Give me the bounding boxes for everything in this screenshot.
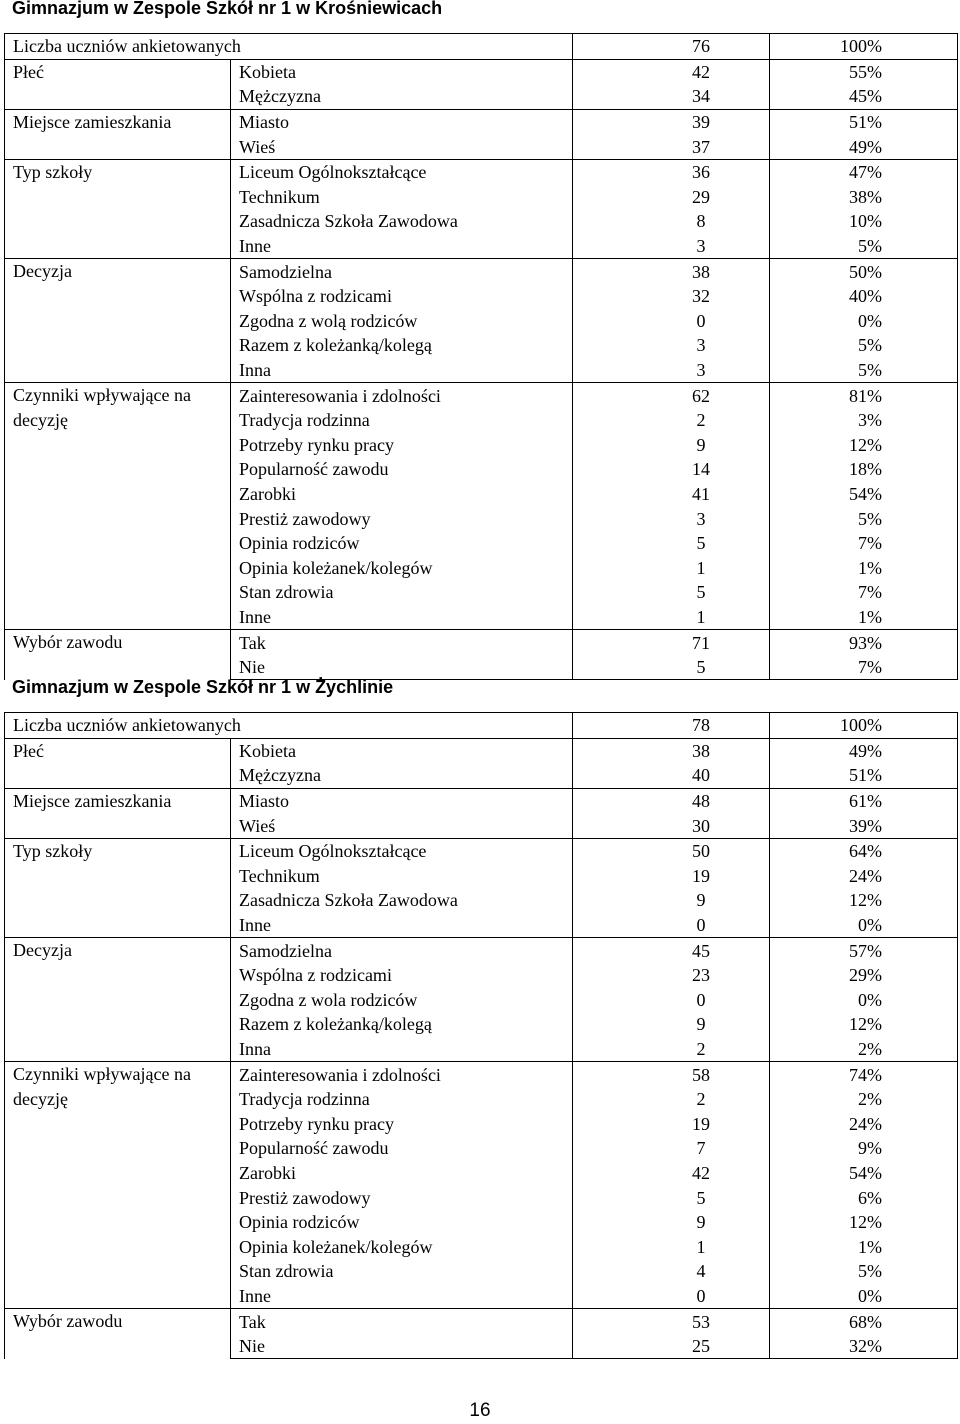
- answer-label: Kobieta: [231, 59, 573, 84]
- page-number: 16: [469, 1400, 491, 1421]
- answer-label: Zarobki: [231, 482, 573, 507]
- answer-count: 41: [573, 482, 770, 507]
- survey-table: [4, 712, 958, 1359]
- answer-label: Wieś: [231, 134, 573, 159]
- answer-percent: 7%: [770, 531, 958, 556]
- answer-count: 39: [573, 109, 770, 134]
- answer-percent: 74%: [770, 1062, 958, 1087]
- answer-percent: 1%: [770, 555, 958, 580]
- table-row: [5, 738, 958, 763]
- answer-percent: 6%: [770, 1185, 958, 1210]
- answer-percent: 51%: [770, 109, 958, 134]
- answer-percent: 45%: [770, 84, 958, 109]
- total-label: Liczba uczniów ankietowanych: [5, 34, 573, 60]
- answer-percent: 32%: [770, 1334, 958, 1359]
- answer-label: Zainteresowania i zdolności: [231, 383, 573, 408]
- answer-percent: 38%: [770, 185, 958, 210]
- answer-label: Popularność zawodu: [231, 457, 573, 482]
- answer-percent: 50%: [770, 259, 958, 284]
- answer-percent: 10%: [770, 209, 958, 234]
- answer-count: 45: [573, 938, 770, 963]
- category-label: Wybór zawodu: [5, 630, 231, 680]
- answer-label: Razem z koleżanką/kolegą: [231, 333, 573, 358]
- answer-label: Stan zdrowia: [231, 1259, 573, 1284]
- answer-count: 1: [573, 555, 770, 580]
- answer-percent: 7%: [770, 580, 958, 605]
- answer-count: 19: [573, 864, 770, 889]
- table-row: [5, 838, 958, 863]
- answer-count: 8: [573, 209, 770, 234]
- answer-label: Prestiż zawodowy: [231, 1185, 573, 1210]
- answer-percent: 81%: [770, 383, 958, 408]
- answer-label: Zgodna z wolą rodziców: [231, 309, 573, 334]
- answer-count: 3: [573, 358, 770, 383]
- table-row: [5, 159, 958, 184]
- answer-percent: 5%: [770, 1259, 958, 1284]
- answer-count: 37: [573, 134, 770, 159]
- answer-count: 42: [573, 1161, 770, 1186]
- answer-count: 38: [573, 259, 770, 284]
- answer-count: 30: [573, 813, 770, 838]
- answer-percent: 2%: [770, 1037, 958, 1062]
- answer-percent: 49%: [770, 134, 958, 159]
- answer-count: 38: [573, 738, 770, 763]
- answer-percent: 12%: [770, 433, 958, 458]
- answer-percent: 0%: [770, 913, 958, 938]
- total-count: 76: [573, 34, 770, 60]
- answer-percent: 1%: [770, 605, 958, 630]
- answer-count: 58: [573, 1062, 770, 1087]
- answer-count: 4: [573, 1259, 770, 1284]
- answer-label: Nie: [231, 655, 573, 680]
- answer-count: 50: [573, 838, 770, 863]
- answer-percent: 24%: [770, 1112, 958, 1137]
- answer-count: 32: [573, 284, 770, 309]
- answer-count: 29: [573, 185, 770, 210]
- answer-label: Zasadnicza Szkoła Zawodowa: [231, 209, 573, 234]
- answer-label: Tak: [231, 630, 573, 655]
- answer-percent: 39%: [770, 813, 958, 838]
- answer-count: 0: [573, 309, 770, 334]
- category-label: Decyzja: [5, 938, 231, 1062]
- answer-label: Inne: [231, 605, 573, 630]
- answer-count: 9: [573, 433, 770, 458]
- answer-label: Inne: [231, 234, 573, 259]
- answer-percent: 40%: [770, 284, 958, 309]
- category-label: Miejsce zamieszkania: [5, 788, 231, 838]
- answer-label: Stan zdrowia: [231, 580, 573, 605]
- answer-percent: 7%: [770, 655, 958, 680]
- answer-label: Inna: [231, 358, 573, 383]
- answer-percent: 61%: [770, 788, 958, 813]
- table-row: [5, 259, 958, 284]
- answer-label: Tradycja rodzinna: [231, 408, 573, 433]
- answer-percent: 57%: [770, 938, 958, 963]
- answer-label: Potrzeby rynku pracy: [231, 433, 573, 458]
- answer-label: Mężczyzna: [231, 84, 573, 109]
- answer-label: Technikum: [231, 185, 573, 210]
- answer-percent: 5%: [770, 358, 958, 383]
- answer-label: Inne: [231, 1284, 573, 1309]
- table-row: [5, 938, 958, 963]
- answer-count: 25: [573, 1334, 770, 1359]
- answer-label: Prestiż zawodowy: [231, 506, 573, 531]
- answer-label: Miasto: [231, 788, 573, 813]
- answer-count: 1: [573, 1234, 770, 1259]
- answer-percent: 29%: [770, 963, 958, 988]
- answer-percent: 5%: [770, 333, 958, 358]
- answer-count: 0: [573, 988, 770, 1013]
- school-title: Gimnazjum w Zespole Szkół nr 1 w Żychlinie: [12, 677, 394, 697]
- answer-label: Samodzielna: [231, 259, 573, 284]
- answer-count: 9: [573, 1210, 770, 1235]
- answer-percent: 47%: [770, 159, 958, 184]
- answer-count: 2: [573, 408, 770, 433]
- total-percent: 100%: [770, 34, 958, 60]
- answer-label: Liceum Ogólnokształcące: [231, 838, 573, 863]
- category-label: Czynniki wpływające na decyzję: [5, 1062, 231, 1309]
- category-label: Czynniki wpływające na decyzję: [5, 383, 231, 630]
- answer-percent: 68%: [770, 1309, 958, 1334]
- answer-count: 5: [573, 580, 770, 605]
- answer-label: Wieś: [231, 813, 573, 838]
- answer-count: 62: [573, 383, 770, 408]
- answer-count: 40: [573, 763, 770, 788]
- answer-percent: 54%: [770, 482, 958, 507]
- answer-count: 9: [573, 1012, 770, 1037]
- answer-percent: 1%: [770, 1234, 958, 1259]
- total-percent: 100%: [770, 713, 958, 739]
- answer-percent: 5%: [770, 234, 958, 259]
- answer-label: Opinia rodziców: [231, 531, 573, 556]
- answer-percent: 54%: [770, 1161, 958, 1186]
- answer-percent: 64%: [770, 838, 958, 863]
- survey-table: [4, 33, 958, 680]
- answer-count: 5: [573, 531, 770, 556]
- table-row: [5, 630, 958, 655]
- table-row: [5, 788, 958, 813]
- answer-label: Liceum Ogólnokształcące: [231, 159, 573, 184]
- answer-count: 3: [573, 234, 770, 259]
- answer-label: Zainteresowania i zdolności: [231, 1062, 573, 1087]
- answer-percent: 0%: [770, 309, 958, 334]
- answer-count: 23: [573, 963, 770, 988]
- answer-percent: 2%: [770, 1087, 958, 1112]
- answer-label: Opinia rodziców: [231, 1210, 573, 1235]
- table-row: [5, 59, 958, 84]
- answer-percent: 12%: [770, 888, 958, 913]
- answer-count: 53: [573, 1309, 770, 1334]
- answer-percent: 0%: [770, 988, 958, 1013]
- answer-count: 36: [573, 159, 770, 184]
- answer-percent: 12%: [770, 1210, 958, 1235]
- category-label: Typ szkoły: [5, 159, 231, 258]
- answer-label: Zasadnicza Szkoła Zawodowa: [231, 888, 573, 913]
- answer-label: Technikum: [231, 864, 573, 889]
- answer-label: Opinia koleżanek/kolegów: [231, 555, 573, 580]
- answer-count: 3: [573, 333, 770, 358]
- answer-percent: 5%: [770, 506, 958, 531]
- answer-label: Miasto: [231, 109, 573, 134]
- answer-label: Nie: [231, 1334, 573, 1359]
- answer-label: Tak: [231, 1309, 573, 1334]
- answer-percent: 93%: [770, 630, 958, 655]
- answer-count: 1: [573, 605, 770, 630]
- answer-label: Zgodna z wola rodziców: [231, 988, 573, 1013]
- answer-label: Opinia koleżanek/kolegów: [231, 1234, 573, 1259]
- answer-count: 19: [573, 1112, 770, 1137]
- answer-count: 42: [573, 59, 770, 84]
- total-row: [5, 34, 958, 60]
- answer-percent: 9%: [770, 1136, 958, 1161]
- total-row: [5, 713, 958, 739]
- table-row: [5, 109, 958, 134]
- table-row: [5, 383, 958, 408]
- answer-count: 9: [573, 888, 770, 913]
- answer-count: 0: [573, 1284, 770, 1309]
- answer-count: 14: [573, 457, 770, 482]
- answer-label: Wspólna z rodzicami: [231, 284, 573, 309]
- total-label: Liczba uczniów ankietowanych: [5, 713, 573, 739]
- category-label: Wybór zawodu: [5, 1309, 231, 1359]
- answer-count: 71: [573, 630, 770, 655]
- answer-label: Popularność zawodu: [231, 1136, 573, 1161]
- answer-percent: 51%: [770, 763, 958, 788]
- answer-percent: 24%: [770, 864, 958, 889]
- answer-count: 2: [573, 1087, 770, 1112]
- answer-label: Samodzielna: [231, 938, 573, 963]
- answer-count: 3: [573, 506, 770, 531]
- answer-label: Tradycja rodzinna: [231, 1087, 573, 1112]
- answer-count: 2: [573, 1037, 770, 1062]
- answer-label: Wspólna z rodzicami: [231, 963, 573, 988]
- total-count: 78: [573, 713, 770, 739]
- answer-count: 0: [573, 913, 770, 938]
- category-label: Decyzja: [5, 259, 231, 383]
- answer-count: 48: [573, 788, 770, 813]
- answer-label: Razem z koleżanką/kolegą: [231, 1012, 573, 1037]
- answer-percent: 0%: [770, 1284, 958, 1309]
- answer-percent: 18%: [770, 457, 958, 482]
- answer-label: Inne: [231, 913, 573, 938]
- answer-count: 7: [573, 1136, 770, 1161]
- category-label: Miejsce zamieszkania: [5, 109, 231, 159]
- answer-label: Potrzeby rynku pracy: [231, 1112, 573, 1137]
- answer-label: Zarobki: [231, 1161, 573, 1186]
- category-label: Typ szkoły: [5, 838, 231, 937]
- answer-label: Kobieta: [231, 738, 573, 763]
- table-row: [5, 1062, 958, 1087]
- category-label: Płeć: [5, 59, 231, 109]
- answer-count: 34: [573, 84, 770, 109]
- answer-percent: 3%: [770, 408, 958, 433]
- school-title: Gimnazjum w Zespole Szkół nr 1 w Krośniewicach: [12, 0, 443, 18]
- answer-count: 5: [573, 655, 770, 680]
- answer-label: Inna: [231, 1037, 573, 1062]
- category-label: Płeć: [5, 738, 231, 788]
- answer-count: 5: [573, 1185, 770, 1210]
- answer-percent: 49%: [770, 738, 958, 763]
- answer-label: Mężczyzna: [231, 763, 573, 788]
- answer-percent: 12%: [770, 1012, 958, 1037]
- table-row: [5, 1309, 958, 1334]
- answer-percent: 55%: [770, 59, 958, 84]
